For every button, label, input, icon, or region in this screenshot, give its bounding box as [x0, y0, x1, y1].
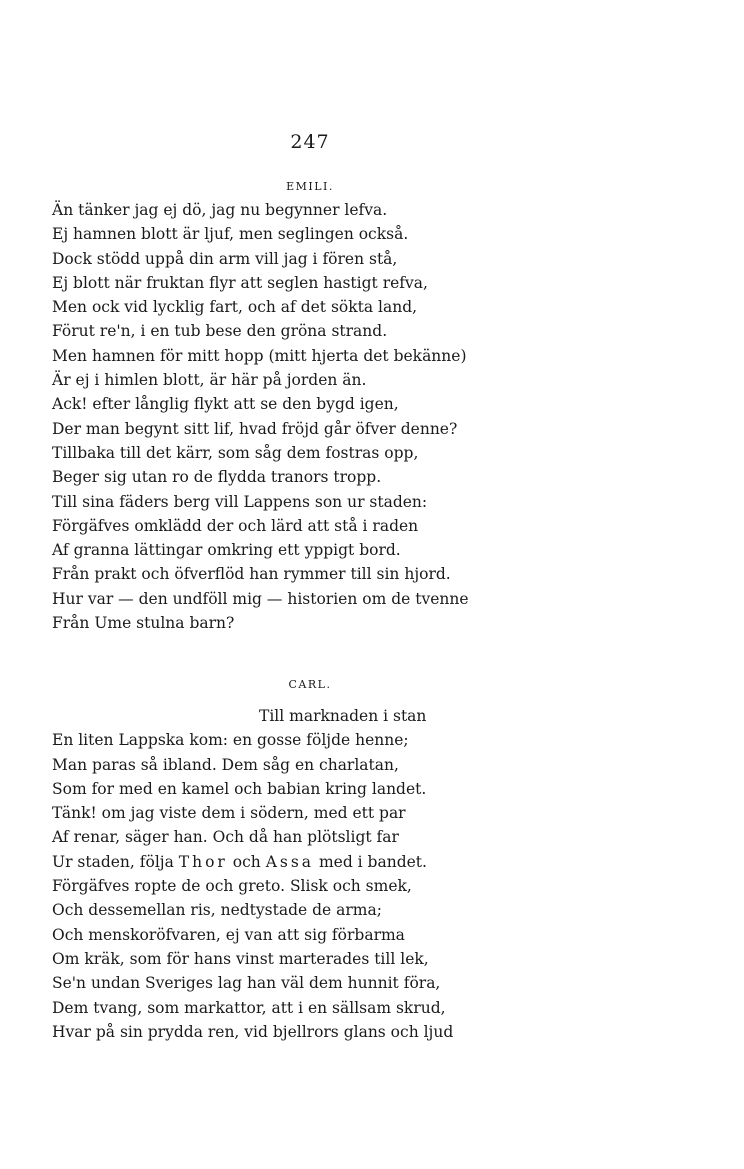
verse-line: Beger sig utan ro de flydda tranors tropp. — [52, 468, 382, 487]
name-assa: Assa — [265, 852, 315, 871]
verse-fragment: och — [227, 852, 266, 871]
verse-fragment: med i bandet. — [314, 852, 427, 871]
verse-line: Förgäfves ropte de och greto. Slisk och smek, — [52, 877, 412, 896]
verse-line: Och menskoröfvaren, ej van att sig förbarma — [52, 925, 405, 944]
verse-line: Från Ume stulna barn? — [52, 614, 235, 633]
verse-line: Ej blott när fruktan flyr att seglen hastigt refva, — [52, 273, 428, 292]
verse-line: Hur var — den undföll mig — historien om de tvenne — [52, 589, 469, 608]
verse-block-emili — [52, 198, 552, 635]
verse-line: Om kräk, som för hans vinst marterades till lek, — [52, 949, 429, 968]
verse-fragment: Ur staden, följa — [52, 852, 179, 871]
verse-line: Ack! efter långlig flykt att se den bygd igen, — [52, 395, 399, 414]
verse-line: En liten Lappska kom: en gosse följde henne; — [52, 731, 409, 750]
verse-line: Till sina fäders berg vill Lappens son ur staden: — [52, 492, 428, 511]
verse-line: Är ej i himlen blott, är här på jorden än. — [52, 371, 367, 390]
verse-line: Hvar på sin prydda ren, vid bjellrors glans och ljud — [52, 1022, 454, 1041]
verse-line: Men hamnen för mitt hopp (mitt hjerta det bekänne) — [52, 346, 467, 365]
page-number: 247 — [290, 131, 330, 153]
verse-line: Förut re'n, i en tub bese den gröna strand. — [52, 322, 388, 341]
verse-line: Man paras så ibland. Dem såg en charlatan, — [52, 755, 399, 774]
verse-line: Af granna lättingar omkring ett yppigt bord. — [52, 541, 401, 560]
verse-block-carl — [52, 704, 552, 1044]
speaker-heading-carl: CARL. — [288, 678, 332, 691]
speaker-heading-emili: EMILI. — [286, 180, 334, 193]
verse-line: Ej hamnen blott är ljuf, men seglingen också. — [52, 225, 409, 244]
verse-line: Men ock vid lycklig fart, och af det sökta land, — [52, 298, 418, 317]
verse-line: Än tänker jag ej dö, jag nu begynner lefva. — [52, 201, 388, 219]
verse-line: Tillbaka till det kärr, som såg dem fostras opp, — [52, 443, 419, 462]
verse-line: Och dessemellan ris, nedtystade de arma; — [52, 901, 382, 920]
verse-line: Som for med en kamel och babian kring landet. — [52, 779, 427, 798]
verse-line-with-names — [52, 850, 552, 874]
verse-line: Från prakt och öfverflöd han rymmer till sin hjord. — [52, 565, 451, 584]
verse-line: Tänk! om jag viste dem i södern, med ett par — [52, 804, 406, 823]
verse-line: Dock stödd uppå din arm vill jag i fören stå, — [52, 249, 398, 268]
verse-line-indented: Till marknaden i stan — [259, 707, 427, 725]
verse-line: Se'n undan Sveriges lag han väl dem hunnit föra, — [52, 974, 441, 993]
verse-line: Förgäfves omklädd der och lärd att stå i raden — [52, 516, 419, 535]
name-thor: Thor — [178, 852, 228, 871]
verse-line: Der man begynt sitt lif, hvad fröjd går öfver denne? — [52, 419, 458, 438]
verse-line: Dem tvang, som markattor, att i en sällsam skrud, — [52, 998, 446, 1017]
verse-line: Af renar, säger han. Och då han plötsligt far — [52, 828, 399, 847]
